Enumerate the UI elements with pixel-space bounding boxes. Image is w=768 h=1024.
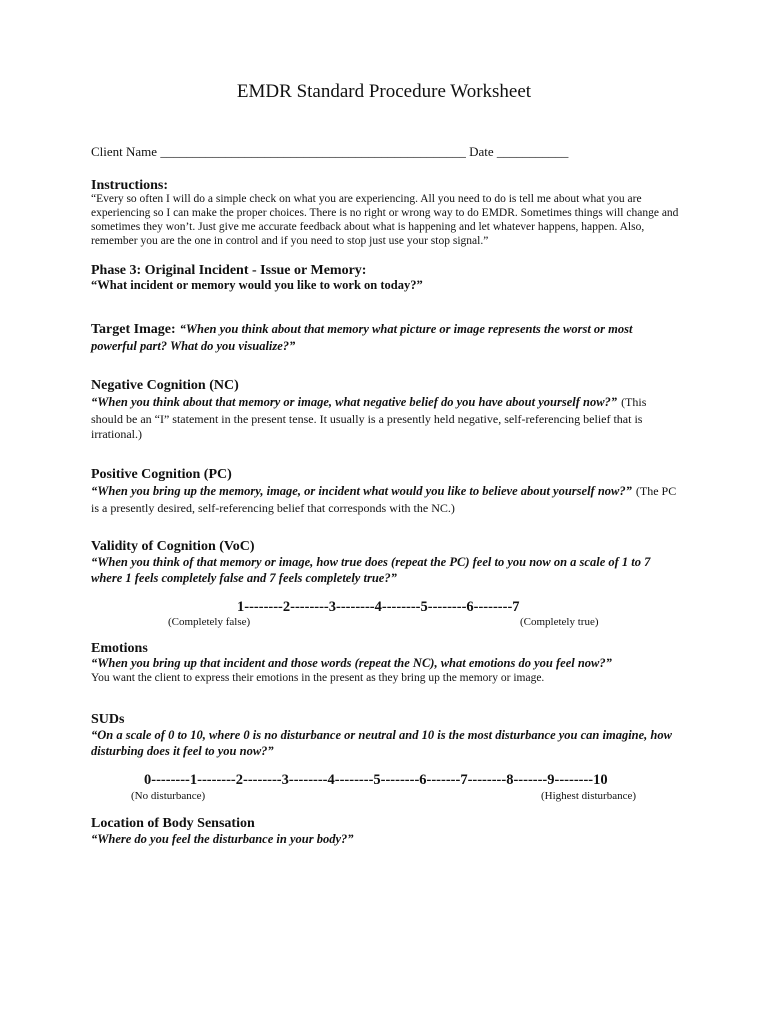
- client-name-date-line: Client Name _______________________________________________ Date ___________: [91, 144, 569, 159]
- suds-scale: 0--------1--------2--------3--------4--------5--------6-------7--------8-------9--------10: [144, 772, 608, 788]
- target-image-question: “When you think about that memory what picture or image represents the worst or most powerful part? What do you visualize?”: [91, 322, 633, 353]
- target-image-heading: Target Image:: [91, 322, 176, 337]
- emotions-question: “When you bring up that incident and those words (repeat the NC), what emotions do you feel now?”: [91, 656, 612, 670]
- voc-low-label: (Completely false): [168, 616, 251, 628]
- suds-heading: SUDs: [91, 712, 125, 727]
- voc-question: “When you think of that memory or image, how true does (repeat the PC) feel to you now on a scale of 1 to 7 where 1 feels completely false and 7 feels completely true?”: [91, 555, 651, 585]
- target-image-section: [91, 321, 661, 354]
- voc-high-label: (Completely true): [520, 616, 599, 628]
- negative-cognition-note: (This should be an “I” statement in the present tense. It usually is a presently held negative, self-referencing belief that is irrational.): [91, 395, 647, 441]
- body-sensation-question: “Where do you feel the disturbance in your body?”: [91, 832, 354, 846]
- negative-cognition-section: [91, 394, 681, 442]
- instructions-text: “Every so often I will do a simple check on what you are experiencing. All you need to do is tell me about what you are experiencing so I can make the proper choices. There is no right or wrong way to do EMDR. Sometimes things will change and sometimes they won’t. Just give me accurate feedback about what is happening and let whatever happens, happen. Also, remember you are the one in control and if you need to stop just use your stop signal.”: [91, 193, 679, 247]
- emotions-note: You want the client to express their emotions in the present as they bring up the memory or image.: [91, 672, 545, 684]
- positive-cognition-note: (The PC is a presently desired, self-referencing belief that corresponds with the NC.): [91, 484, 677, 515]
- body-sensation-heading: Location of Body Sensation: [91, 816, 255, 831]
- positive-cognition-section: [91, 483, 681, 515]
- suds-high-label: (Highest disturbance): [541, 790, 636, 802]
- positive-cognition-question: “When you bring up the memory, image, or incident what would you like to believe about yourself now?”: [91, 484, 632, 498]
- instructions-heading: Instructions:: [91, 178, 169, 193]
- emotions-heading: Emotions: [91, 641, 148, 656]
- phase3-question: “What incident or memory would you like to work on today?”: [91, 278, 423, 292]
- negative-cognition-heading: Negative Cognition (NC): [91, 378, 239, 393]
- page-title: EMDR Standard Procedure Worksheet: [236, 81, 532, 102]
- voc-heading: Validity of Cognition (VoC): [91, 539, 255, 554]
- negative-cognition-question: “When you think about that memory or image, what negative belief do you have about yourself now?”: [91, 395, 618, 409]
- voc-scale: 1--------2--------3--------4--------5--------6--------7: [237, 599, 520, 615]
- suds-question: “On a scale of 0 to 10, where 0 is no disturbance or neutral and 10 is the most disturbance you can imagine, how disturbing does it feel to you now?”: [91, 728, 672, 758]
- suds-low-label: (No disturbance): [131, 790, 206, 802]
- phase3-heading: Phase 3: Original Incident - Issue or Memory:: [91, 263, 367, 278]
- positive-cognition-heading: Positive Cognition (PC): [91, 467, 232, 482]
